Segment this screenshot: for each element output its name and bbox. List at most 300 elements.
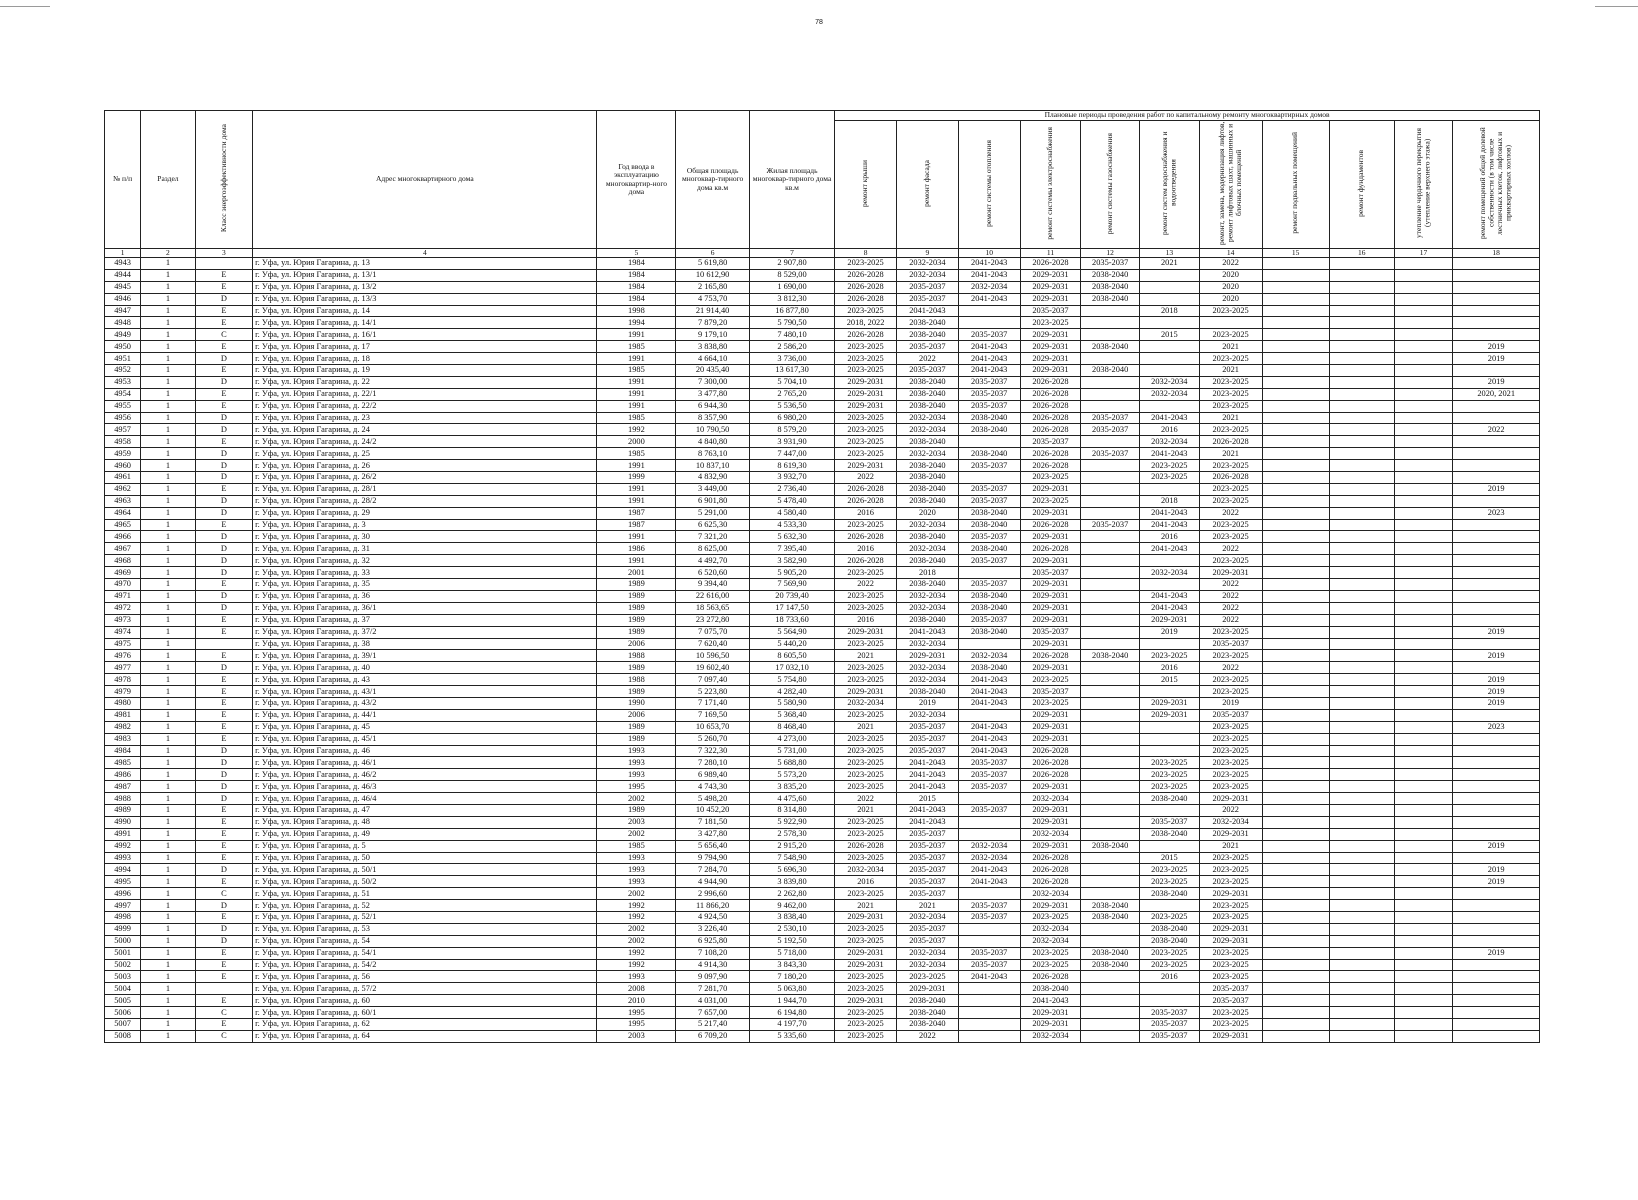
header-foundation-text: ремонт фундаментов <box>1356 149 1366 217</box>
table-cell <box>1394 626 1453 638</box>
table-cell: 5 688,80 <box>749 757 834 769</box>
table-cell: 1 <box>141 626 195 638</box>
table-cell <box>1262 674 1329 686</box>
table-cell: 5 731,00 <box>749 745 834 757</box>
table-cell: 2022 <box>1199 662 1262 674</box>
table-cell: 2023-2025 <box>1139 769 1199 781</box>
table-cell <box>1262 686 1329 698</box>
table-cell: 2041-2043 <box>958 721 1020 733</box>
address-cell: г. Уфа, ул. Юрия Гагарина, д. 46/4 <box>253 793 597 805</box>
table-cell: 1988 <box>597 674 676 686</box>
table-cell <box>1453 543 1540 555</box>
table-cell: 2002 <box>597 935 676 947</box>
column-number: 17 <box>1394 249 1453 258</box>
table-cell: 1 <box>141 376 195 388</box>
table-cell: D <box>195 448 253 460</box>
table-cell <box>1139 721 1199 733</box>
table-cell: 2023-2025 <box>835 567 897 579</box>
table-cell: 8 468,40 <box>749 721 834 733</box>
table-row <box>105 804 1540 816</box>
table-cell <box>1329 911 1394 923</box>
table-cell: 4968 <box>105 555 141 567</box>
table-cell: 2041-2043 <box>958 876 1020 888</box>
table-cell <box>1329 448 1394 460</box>
table-cell: 1 <box>141 448 195 460</box>
address-cell: г. Уфа, ул. Юрия Гагарина, д. 32 <box>253 555 597 567</box>
table-cell: 4982 <box>105 721 141 733</box>
table-cell: 2026-2028 <box>1199 436 1262 448</box>
table-cell <box>1329 543 1394 555</box>
table-cell: 1987 <box>597 507 676 519</box>
table-cell: 4 944,90 <box>676 876 750 888</box>
table-cell: D <box>195 353 253 365</box>
table-cell: 2041-2043 <box>958 293 1020 305</box>
table-cell <box>1329 483 1394 495</box>
table-cell: 2023-2025 <box>835 816 897 828</box>
column-number: 3 <box>195 249 253 258</box>
table-cell: 4949 <box>105 329 141 341</box>
table-cell <box>1262 864 1329 876</box>
table-cell: 1 <box>141 674 195 686</box>
table-cell <box>1262 626 1329 638</box>
table-cell <box>1329 983 1394 995</box>
table-cell <box>1262 519 1329 531</box>
table-cell: 1 <box>141 900 195 912</box>
table-cell <box>1453 733 1540 745</box>
table-cell: 2022 <box>835 793 897 805</box>
table-cell <box>958 983 1020 995</box>
table-cell <box>1081 626 1140 638</box>
table-cell: 1 690,00 <box>749 281 834 293</box>
table-cell: 2035-2037 <box>1020 626 1081 638</box>
table-cell: 5 696,30 <box>749 864 834 876</box>
table-cell: 2001 <box>597 567 676 579</box>
table-cell: 2029-2031 <box>1020 531 1081 543</box>
table-cell: 7 480,10 <box>749 329 834 341</box>
table-cell: 2023-2025 <box>835 983 897 995</box>
table-cell: E <box>195 828 253 840</box>
table-cell <box>1453 495 1540 507</box>
table-cell: 1992 <box>597 947 676 959</box>
table-cell: 4991 <box>105 828 141 840</box>
table-cell: 2022 <box>835 579 897 591</box>
address-cell: г. Уфа, ул. Юрия Гагарина, д. 50/2 <box>253 876 597 888</box>
table-cell: 1 <box>141 804 195 816</box>
table-cell <box>1453 828 1540 840</box>
table-cell: 2018 <box>896 567 958 579</box>
table-cell <box>1394 329 1453 341</box>
table-cell: 1989 <box>597 626 676 638</box>
table-row <box>105 781 1540 793</box>
table-cell: 2038-2040 <box>1139 888 1199 900</box>
table-cell <box>1453 293 1540 305</box>
table-cell <box>1329 341 1394 353</box>
table-cell: 2035-2037 <box>958 329 1020 341</box>
table-row <box>105 483 1540 495</box>
table-cell: 3 582,90 <box>749 555 834 567</box>
table-cell <box>1329 519 1394 531</box>
table-cell <box>1394 614 1453 626</box>
table-cell <box>1453 305 1540 317</box>
table-cell: 2021 <box>1199 365 1262 377</box>
table-cell <box>1262 400 1329 412</box>
table-cell: 5 580,90 <box>749 697 834 709</box>
table-cell <box>1081 686 1140 698</box>
table-cell: 4959 <box>105 448 141 460</box>
table-row <box>105 959 1540 971</box>
table-cell: 2029-2031 <box>1020 507 1081 519</box>
table-cell <box>1081 697 1140 709</box>
table-cell: 2035-2037 <box>1081 424 1140 436</box>
table-cell <box>1453 412 1540 424</box>
table-cell <box>1453 745 1540 757</box>
table-cell <box>1394 555 1453 567</box>
table-cell: 1991 <box>597 400 676 412</box>
table-row <box>105 709 1540 721</box>
table-cell <box>1262 602 1329 614</box>
table-cell: 2023-2025 <box>835 852 897 864</box>
table-cell <box>1329 935 1394 947</box>
table-cell: D <box>195 602 253 614</box>
table-cell: 5 335,60 <box>749 1030 834 1042</box>
table-cell: E <box>195 733 253 745</box>
table-cell: 2023-2025 <box>1199 959 1262 971</box>
table-cell <box>1329 769 1394 781</box>
table-cell: 2026-2028 <box>1020 543 1081 555</box>
table-cell: 2029-2031 <box>1020 662 1081 674</box>
table-cell <box>1394 460 1453 472</box>
table-cell <box>1453 816 1540 828</box>
table-cell <box>1394 686 1453 698</box>
table-cell: 2032-2034 <box>896 662 958 674</box>
table-cell: 4965 <box>105 519 141 531</box>
table-cell: 2023-2025 <box>1020 697 1081 709</box>
column-number: 4 <box>253 249 597 258</box>
column-number: 12 <box>1081 249 1140 258</box>
table-cell: 2038-2040 <box>1081 281 1140 293</box>
table-cell: 1 <box>141 1019 195 1031</box>
table-cell: 1994 <box>597 317 676 329</box>
table-cell <box>1081 1030 1140 1042</box>
table-cell <box>1262 353 1329 365</box>
table-cell: 7 281,70 <box>676 983 750 995</box>
table-cell: 2032-2034 <box>896 412 958 424</box>
table-cell: 2026-2028 <box>835 555 897 567</box>
address-cell: г. Уфа, ул. Юрия Гагарина, д. 22 <box>253 376 597 388</box>
table-cell: 2019 <box>1139 626 1199 638</box>
table-cell: 2035-2037 <box>958 614 1020 626</box>
address-cell: г. Уфа, ул. Юрия Гагарина, д. 46 <box>253 745 597 757</box>
table-cell: 4952 <box>105 365 141 377</box>
table-cell: 20 435,40 <box>676 365 750 377</box>
header-section: Раздел <box>141 111 195 249</box>
address-cell: г. Уфа, ул. Юрия Гагарина, д. 45/1 <box>253 733 597 745</box>
table-cell: 7 169,50 <box>676 709 750 721</box>
table-cell: 2038-2040 <box>1081 911 1140 923</box>
table-cell <box>1394 579 1453 591</box>
table-row <box>105 531 1540 543</box>
table-cell <box>1453 472 1540 484</box>
table-cell: 1991 <box>597 531 676 543</box>
table-cell: 2023-2025 <box>1199 781 1262 793</box>
table-cell <box>1262 697 1329 709</box>
table-cell <box>1262 472 1329 484</box>
table-cell: 8 625,00 <box>676 543 750 555</box>
table-cell: 10 653,70 <box>676 721 750 733</box>
table-cell <box>1139 804 1199 816</box>
table-cell: 2019 <box>1453 626 1540 638</box>
table-cell <box>1453 923 1540 935</box>
address-cell: г. Уфа, ул. Юрия Гагарина, д. 51 <box>253 888 597 900</box>
table-cell <box>1262 329 1329 341</box>
table-cell <box>1262 269 1329 281</box>
table-cell: 7 879,20 <box>676 317 750 329</box>
table-cell: 5 790,50 <box>749 317 834 329</box>
table-cell: 2016 <box>835 614 897 626</box>
table-cell <box>958 923 1020 935</box>
table-cell: 2010 <box>597 995 676 1007</box>
table-cell: E <box>195 365 253 377</box>
table-cell <box>1394 888 1453 900</box>
table-cell <box>1394 697 1453 709</box>
address-cell: г. Уфа, ул. Юрия Гагарина, д. 64 <box>253 1030 597 1042</box>
table-cell: 2032-2034 <box>896 947 958 959</box>
table-row <box>105 317 1540 329</box>
table-cell: 13 617,30 <box>749 365 834 377</box>
table-cell <box>1329 329 1394 341</box>
table-cell: 4967 <box>105 543 141 555</box>
header-attic <box>1394 121 1453 249</box>
table-cell: D <box>195 531 253 543</box>
table-cell: 2032-2034 <box>958 840 1020 852</box>
table-cell: 2032-2034 <box>1020 923 1081 935</box>
address-cell: г. Уфа, ул. Юрия Гагарина, д. 5 <box>253 840 597 852</box>
table-cell: 2023-2025 <box>1199 353 1262 365</box>
table-cell: 5 498,20 <box>676 793 750 805</box>
table-cell: 2029-2031 <box>835 686 897 698</box>
table-cell: 1991 <box>597 555 676 567</box>
table-cell: 1 <box>141 638 195 650</box>
table-cell: 2041-2043 <box>958 971 1020 983</box>
table-cell: 7 321,20 <box>676 531 750 543</box>
table-cell: 2035-2037 <box>896 864 958 876</box>
table-cell <box>1329 602 1394 614</box>
table-cell: 7 447,00 <box>749 448 834 460</box>
table-cell: 1 <box>141 983 195 995</box>
table-row <box>105 258 1540 270</box>
scan-edge-line-right <box>1595 6 1638 7</box>
table-cell <box>1329 590 1394 602</box>
table-row <box>105 864 1540 876</box>
table-cell: 2023-2025 <box>835 935 897 947</box>
table-cell: 2023-2025 <box>835 519 897 531</box>
table-cell: 2019 <box>1199 697 1262 709</box>
address-cell: г. Уфа, ул. Юрия Гагарина, д. 54/2 <box>253 959 597 971</box>
table-cell: 4974 <box>105 626 141 638</box>
table-cell <box>1329 281 1394 293</box>
table-cell <box>1262 911 1329 923</box>
table-cell: 2029-2031 <box>1020 483 1081 495</box>
table-cell <box>1394 495 1453 507</box>
table-cell: D <box>195 769 253 781</box>
table-cell: 2041-2043 <box>958 733 1020 745</box>
table-cell: 4 475,60 <box>749 793 834 805</box>
table-cell <box>1329 472 1394 484</box>
table-cell <box>1262 769 1329 781</box>
table-cell <box>1394 757 1453 769</box>
table-cell: 1 <box>141 412 195 424</box>
column-number: 1 <box>105 249 141 258</box>
column-number: 18 <box>1453 249 1540 258</box>
table-cell: 2035-2037 <box>1081 412 1140 424</box>
address-cell: г. Уфа, ул. Юрия Гагарина, д. 53 <box>253 923 597 935</box>
table-cell: 4990 <box>105 816 141 828</box>
table-cell: 2032-2034 <box>896 959 958 971</box>
table-cell: 10 452,20 <box>676 804 750 816</box>
table-cell: 2038-2040 <box>958 543 1020 555</box>
table-cell: 1 <box>141 947 195 959</box>
table-cell: 2023-2025 <box>1139 959 1199 971</box>
table-cell: 2023-2025 <box>835 888 897 900</box>
address-cell: г. Уфа, ул. Юрия Гагарина, д. 37/2 <box>253 626 597 638</box>
table-cell: 1993 <box>597 864 676 876</box>
table-cell: 1 <box>141 923 195 935</box>
table-cell: 2029-2031 <box>835 388 897 400</box>
table-cell: 2032-2034 <box>1020 1030 1081 1042</box>
table-row <box>105 305 1540 317</box>
table-cell <box>1453 888 1540 900</box>
table-cell: 2023-2025 <box>1199 388 1262 400</box>
table-cell: 4995 <box>105 876 141 888</box>
table-cell: 2035-2037 <box>1139 1030 1199 1042</box>
table-cell <box>958 305 1020 317</box>
table-cell: 1 <box>141 793 195 805</box>
table-cell <box>1262 305 1329 317</box>
table-cell <box>1329 579 1394 591</box>
table-cell: 2026-2028 <box>1020 876 1081 888</box>
table-cell: 4 753,70 <box>676 293 750 305</box>
table-cell: 4 914,30 <box>676 959 750 971</box>
table-cell: 7 097,40 <box>676 674 750 686</box>
table-cell <box>1394 483 1453 495</box>
table-row <box>105 1030 1540 1042</box>
table-cell: 2022 <box>896 353 958 365</box>
address-cell: г. Уфа, ул. Юрия Гагарина, д. 36/1 <box>253 602 597 614</box>
table-body <box>105 258 1540 1043</box>
table-cell: 2003 <box>597 816 676 828</box>
table-cell: 2035-2037 <box>958 911 1020 923</box>
table-cell: 4970 <box>105 579 141 591</box>
table-cell <box>1262 745 1329 757</box>
table-cell <box>1394 531 1453 543</box>
table-cell: 2038-2040 <box>958 448 1020 460</box>
table-cell: 6 925,80 <box>676 935 750 947</box>
address-cell: г. Уфа, ул. Юрия Гагарина, д. 46/2 <box>253 769 597 781</box>
table-cell: 2016 <box>1139 971 1199 983</box>
table-cell: 2038-2040 <box>896 579 958 591</box>
table-cell: 2023-2025 <box>835 745 897 757</box>
table-cell: 5 368,40 <box>749 709 834 721</box>
table-cell: 2032-2034 <box>1139 436 1199 448</box>
table-cell: 2023-2025 <box>1199 460 1262 472</box>
table-cell: 4 664,10 <box>676 353 750 365</box>
table-row <box>105 900 1540 912</box>
table-cell: 2041-2043 <box>1139 602 1199 614</box>
table-cell: 1 <box>141 733 195 745</box>
table-cell <box>1394 448 1453 460</box>
table-cell: 1989 <box>597 686 676 698</box>
table-cell <box>1081 495 1140 507</box>
table-cell: 2000 <box>597 436 676 448</box>
table-cell: 4987 <box>105 781 141 793</box>
table-cell: 1 <box>141 436 195 448</box>
table-row <box>105 674 1540 686</box>
table-cell: 4971 <box>105 590 141 602</box>
table-cell: 1 <box>141 709 195 721</box>
table-cell: D <box>195 757 253 769</box>
address-cell: г. Уфа, ул. Юрия Гагарина, д. 43/1 <box>253 686 597 698</box>
table-cell: 2035-2037 <box>896 281 958 293</box>
table-cell: 1 <box>141 721 195 733</box>
table-cell: 2029-2031 <box>1139 709 1199 721</box>
table-cell: 2022 <box>896 1030 958 1042</box>
table-cell: 1991 <box>597 329 676 341</box>
table-cell: 1984 <box>597 293 676 305</box>
table-cell: D <box>195 864 253 876</box>
table-cell: 1989 <box>597 721 676 733</box>
table-cell <box>1329 674 1394 686</box>
table-cell: 2023-2025 <box>1020 495 1081 507</box>
table-cell: 2 736,40 <box>749 483 834 495</box>
table-cell: 4945 <box>105 281 141 293</box>
table-cell: 1 <box>141 472 195 484</box>
table-cell: 2032-2034 <box>896 911 958 923</box>
table-cell: 2038-2040 <box>896 376 958 388</box>
table-row <box>105 733 1540 745</box>
table-cell: 2022 <box>1199 507 1262 519</box>
table-cell <box>1394 1019 1453 1031</box>
table-cell: 2032-2034 <box>1199 816 1262 828</box>
table-cell: C <box>195 888 253 900</box>
table-cell: 2032-2034 <box>896 709 958 721</box>
table-cell: 2023-2025 <box>835 828 897 840</box>
table-cell: 2 165,80 <box>676 281 750 293</box>
table-cell: 5001 <box>105 947 141 959</box>
table-cell: 2038-2040 <box>896 388 958 400</box>
table-cell: 2023-2025 <box>1199 733 1262 745</box>
table-cell: 1 <box>141 460 195 472</box>
table-cell: 4985 <box>105 757 141 769</box>
table-cell: 2006 <box>597 709 676 721</box>
address-cell: г. Уфа, ул. Юрия Гагарина, д. 23 <box>253 412 597 424</box>
table-cell <box>1262 507 1329 519</box>
table-cell: 4977 <box>105 662 141 674</box>
table-cell: 2041-2043 <box>1139 412 1199 424</box>
table-cell <box>1394 959 1453 971</box>
table-cell: 1 <box>141 852 195 864</box>
table-row <box>105 1019 1540 1031</box>
address-cell: г. Уфа, ул. Юрия Гагарина, д. 28/1 <box>253 483 597 495</box>
table-cell <box>1394 900 1453 912</box>
table-row <box>105 424 1540 436</box>
table-cell: 2035-2037 <box>896 935 958 947</box>
table-cell <box>1081 757 1140 769</box>
table-cell: E <box>195 483 253 495</box>
table-cell <box>1394 519 1453 531</box>
column-number: 14 <box>1199 249 1262 258</box>
table-cell: 2041-2043 <box>896 757 958 769</box>
table-cell: 23 272,80 <box>676 614 750 626</box>
